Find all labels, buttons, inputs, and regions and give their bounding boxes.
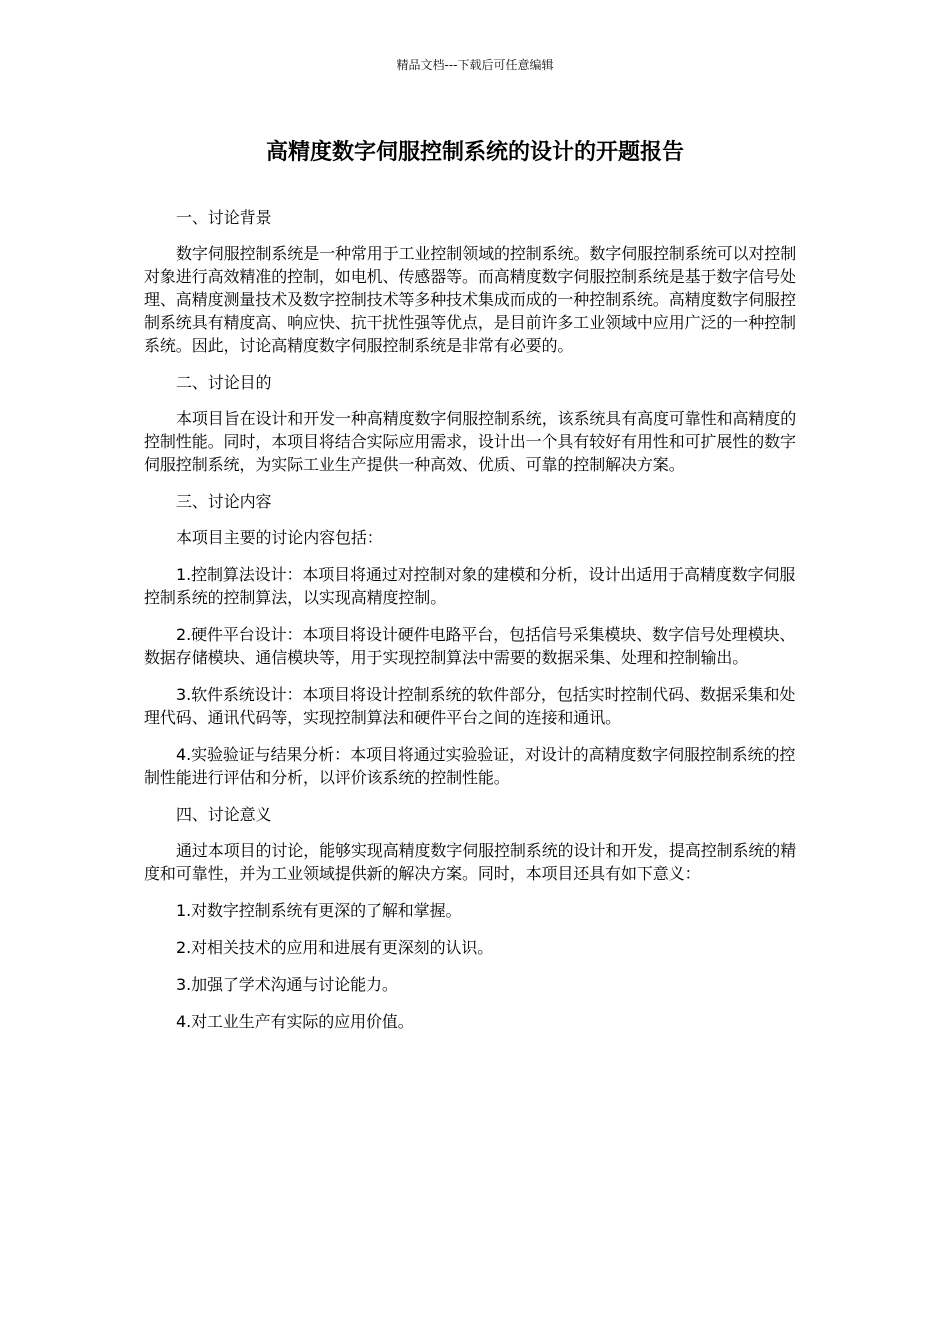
content-item-experiment-validation: 4.实验验证与结果分析：本项目将通过实验验证，对设计的高精度数字伺服控制系统的控制性能进行评估和分析，以评价该系统的控制性能。 <box>144 745 796 787</box>
page-header: 精品文档---下载后可任意编辑 <box>396 58 554 72</box>
background-paragraph: 数字伺服控制系统是一种常用于工业控制领域的控制系统。数字伺服控制系统可以对控制对象进行高效精准的控制，如电机、传感器等。而高精度数字伺服控制系统是基于数字信号处理、高精度测量技术及数字控制技术等多种技术集成而成的一种控制系统。高精度数字伺服控制系统具有精度高、响应快、抗干扰性强等优点，是目前许多工业领域中应用广泛的一种控制系统。因此，讨论高精度数字伺服控制系统是非常有必要的。 <box>144 244 797 355</box>
significance-paragraph: 通过本项目的讨论，能够实现高精度数字伺服控制系统的设计和开发，提高控制系统的精度和可靠性，并为工业领域提供新的解决方案。同时，本项目还具有如下意义： <box>144 841 797 883</box>
significance-item-1: 1.对数字控制系统有更深的了解和掌握。 <box>176 901 462 920</box>
document-title: 高精度数字伺服控制系统的设计的开题报告 <box>265 140 684 165</box>
content-intro: 本项目主要的讨论内容包括： <box>176 528 383 547</box>
section-heading-significance: 四、讨论意义 <box>176 805 272 824</box>
document-body <box>144 206 806 1047</box>
content-item-hardware-platform: 2.硬件平台设计：本项目将设计硬件电路平台，包括信号采集模块、数字信号处理模块、数据存储模块、通信模块等，用于实现控制算法中需要的数据采集、处理和控制输出。 <box>144 625 796 667</box>
section-heading-content: 三、讨论内容 <box>176 492 272 511</box>
significance-item-2: 2.对相关技术的应用和进展有更深刻的认识。 <box>176 938 494 957</box>
content-item-software-system: 3.软件系统设计：本项目将设计控制系统的软件部分，包括实时控制代码、数据采集和处理代码、通讯代码等，实现控制算法和硬件平台之间的连接和通讯。 <box>144 685 796 727</box>
significance-item-3: 3.加强了学术沟通与讨论能力。 <box>176 975 398 994</box>
content-item-control-algorithm: 1.控制算法设计：本项目将通过对控制对象的建模和分析，设计出适用于高精度数字伺服控制系统的控制算法，以实现高精度控制。 <box>144 565 796 607</box>
section-heading-background: 一、讨论背景 <box>176 208 272 227</box>
section-heading-purpose: 二、讨论目的 <box>176 373 272 392</box>
purpose-paragraph: 本项目旨在设计和开发一种高精度数字伺服控制系统，该系统具有高度可靠性和高精度的控制性能。同时，本项目将结合实际应用需求，设计出一个具有较好有用性和可扩展性的数字伺服控制系统，为实际工业生产提供一种高效、优质、可靠的控制解决方案。 <box>144 409 797 474</box>
significance-item-4: 4.对工业生产有实际的应用价值。 <box>176 1012 414 1031</box>
